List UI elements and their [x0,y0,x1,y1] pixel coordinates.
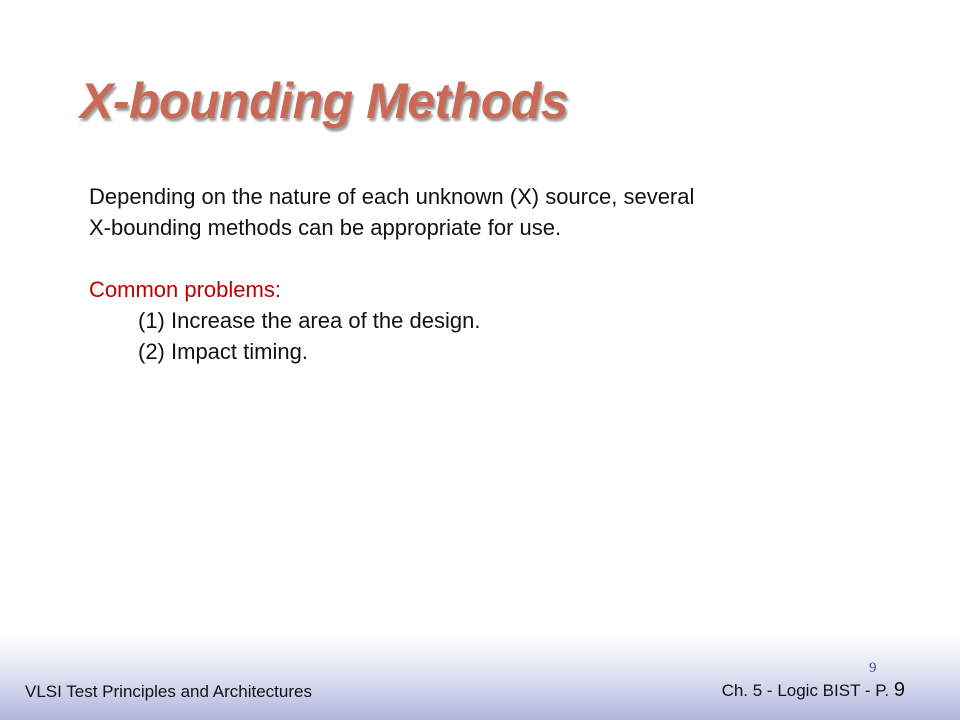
body-line: Depending on the nature of each unknown (X) source, several [89,184,695,209]
footer-course-title: VLSI Test Principles and Architectures [25,682,312,701]
slide-title: X-bounding Methods [80,73,569,129]
body-line: X-bounding methods can be appropriate for use. [89,215,562,240]
paragraph-spacer [89,243,889,274]
problems-heading: Common problems: [89,277,281,302]
footer-page-number: 9 [893,679,905,701]
slide-number: 9 [869,660,877,676]
footer-chapter-page [722,679,905,702]
problem-item: (2) Impact timing. [138,339,308,364]
footer-chapter-label: Ch. 5 - Logic BIST - P. [721,681,890,700]
problem-item: (1) Increase the area of the design. [138,308,481,333]
slide-body [89,181,889,367]
footer-band [0,630,960,720]
